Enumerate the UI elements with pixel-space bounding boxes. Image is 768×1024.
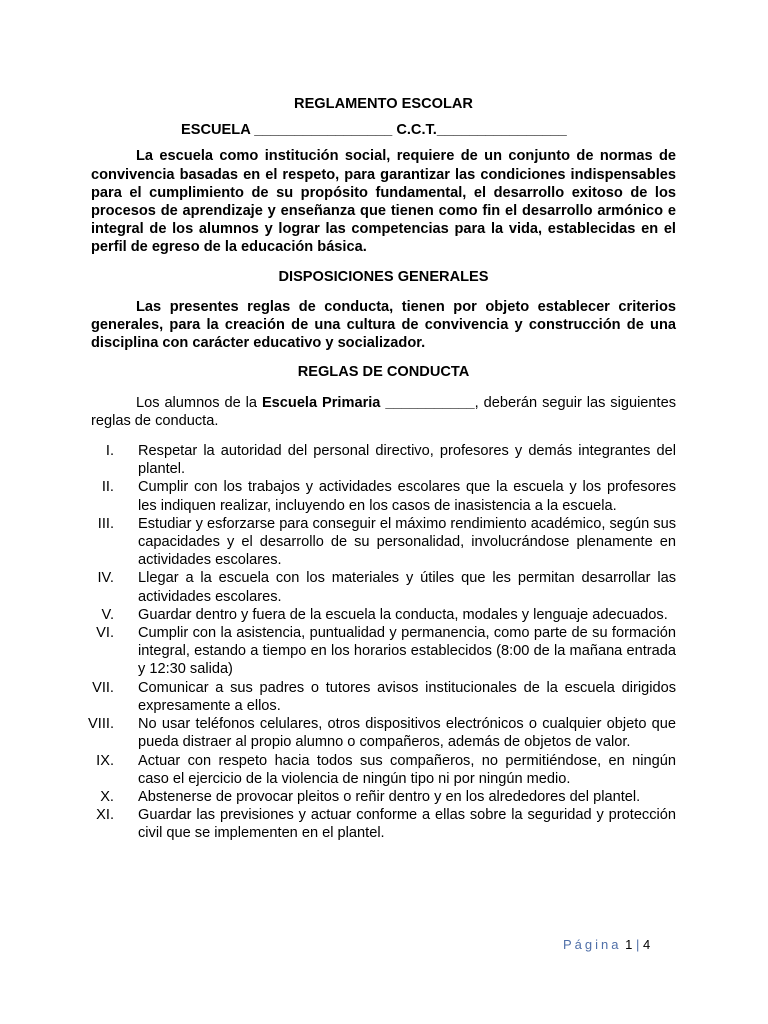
rules-intro-post: , deberán seguir las siguientes reglas de conducta.: [91, 394, 677, 429]
page-footer: [563, 936, 650, 954]
rule-text: Cumplir con los trabajos y actividades escolares que la escuela y los profesores les indiquen realizar, incluyendo en los casos de inasistencia a la escuela.: [138, 479, 676, 514]
page-separator: |: [635, 937, 640, 952]
rule-number: III.: [97, 515, 114, 532]
current-page-number: 1: [625, 937, 633, 952]
rule-number: X.: [100, 788, 114, 805]
total-pages-number: 4: [642, 937, 651, 952]
rule-item: [91, 624, 676, 679]
rule-number: IX.: [96, 752, 114, 769]
section-title-general: DISPOSICIONES GENERALES: [278, 268, 489, 285]
rule-text: Llegar a la escuela con los materiales y útiles que les permitan desarrollar las actividades escolares.: [138, 570, 676, 605]
rules-intro-school: Escuela Primaria: [261, 394, 381, 411]
rule-text: Actuar con respeto hacia todos sus compañeros, no permitiéndose, en ningún caso el ejercicio de la violencia de ningún tipo ni por ningún medio.: [138, 752, 676, 787]
rule-item: [91, 806, 676, 842]
rule-number: VI.: [96, 625, 114, 642]
rules-intro-pre: Los alumnos de la: [136, 394, 258, 411]
cct-label: C.C.T.: [396, 122, 437, 139]
rule-text: Respetar la autoridad del personal directivo, profesores y demás integrantes del plantel.: [138, 443, 676, 478]
rule-item: [91, 515, 676, 570]
rule-number: VIII.: [88, 716, 114, 733]
rule-number: VII.: [92, 679, 114, 696]
rule-text: Guardar dentro y fuera de la escuela la conducta, modales y lenguaje adecuados.: [138, 606, 668, 623]
rule-text: Cumplir con la asistencia, puntualidad y permanencia, como parte de su formación integral, estando a tiempo en los horarios establecidos (8:00 de la mañana entrada y 12:30 salida): [138, 625, 676, 678]
rule-number: V.: [101, 606, 114, 623]
rule-item: [91, 442, 676, 478]
rule-number: XI.: [96, 807, 114, 824]
rule-item: [91, 679, 676, 715]
rule-item: [91, 788, 676, 806]
general-paragraph: Las presentes reglas de conducta, tienen por objeto establecer criterios generales, para la creación de una cultura de convivencia y construcción de una disciplina con carácter educativo y socializador.: [91, 298, 676, 352]
intro-paragraph: La escuela como institución social, requiere de un conjunto de normas de convivencia basadas en el respeto, para garantizar las condiciones indispensables para el cumplimiento de su propósito fundamental, el desarrollo exitoso de los procesos de aprendizaje y enseñanza que tienen como fin el desarrollo armónico e integral de los alumnos y lograr las competencias para la vida, establecidas en el perfil de egreso de la educación básica.: [91, 148, 676, 256]
rule-item: [88, 715, 676, 751]
rule-text: Estudiar y esforzarse para conseguir el máximo rendimiento académico, según sus capacidades y el desarrollo de su personalidad, involucrándose plenamente en actividades escolares.: [138, 515, 676, 569]
rules-intro-blank: ___________: [385, 394, 475, 411]
section-title-rules: REGLAS DE CONDUCTA: [297, 364, 470, 381]
document-body: [88, 95, 677, 843]
rule-item: [91, 569, 676, 605]
rule-number: IV.: [97, 570, 114, 587]
school-line: [181, 121, 676, 139]
school-label: ESCUELA: [181, 122, 251, 139]
rule-text: Abstenerse de provocar pleitos o reñir dentro y en los alrededores del plantel.: [138, 788, 641, 805]
school-blank: _________________: [254, 122, 393, 139]
rule-text: No usar teléfonos celulares, otros dispositivos electrónicos o cualquier objeto que pueda distraer al propio alumno o compañeros, además de objetos de valor.: [138, 716, 676, 751]
rule-item: [91, 606, 676, 624]
rules-list: [88, 442, 676, 842]
rule-number: II.: [101, 479, 114, 496]
rule-number: I.: [105, 443, 114, 460]
rule-item: [91, 752, 676, 788]
rule-text: Guardar las previsiones y actuar conforme a ellas sobre la seguridad y protección civil que se implementen en el plantel.: [138, 807, 676, 842]
rule-text: Comunicar a sus padres o tutores avisos institucionales de la escuela dirigidos expresamente a ellos.: [138, 679, 676, 714]
document-title: REGLAMENTO ESCOLAR: [294, 96, 473, 112]
rule-item: [91, 478, 676, 514]
rules-intro-paragraph: [91, 394, 676, 430]
cct-blank: ________________: [436, 122, 567, 139]
page-word: Página: [563, 937, 622, 952]
